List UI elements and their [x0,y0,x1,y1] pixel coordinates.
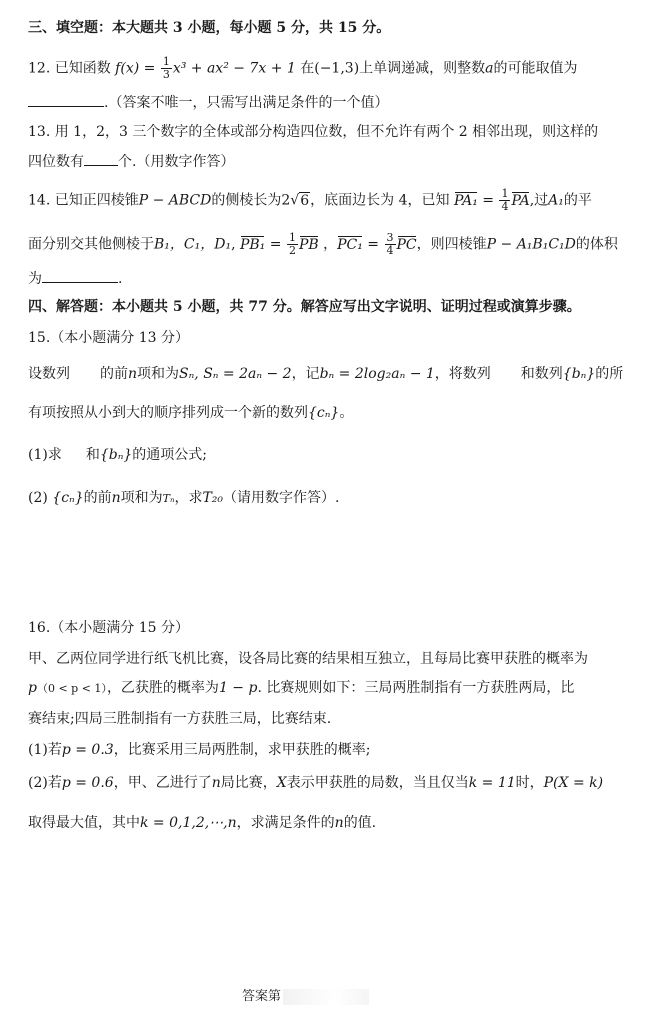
q14-eq2: = [265,236,286,253]
q15-p1a: (1)求 [28,447,62,463]
q15-sn: Sₙ, Sₙ = 2aₙ − 2 [179,366,292,382]
q15-p2-n: n [111,490,121,506]
q16-p2-n: n [211,775,221,791]
q16-p2-x: X [276,775,287,791]
q15-p1-set-b: {bₙ} [99,447,133,463]
q15-t20: T₂₀ [202,490,224,506]
q16-p: p [28,680,37,696]
q16-p2a: (2)若 [28,775,62,791]
q15-p2-set: {cₙ} [52,490,84,506]
q16-last-a: 取得最大值，其中 [28,815,140,831]
q12-expr: x³ + ax² − 7x + 1 [172,60,296,77]
q15-set-c: {cₙ} [308,405,340,421]
q16-p2-k: k = 11 [468,775,516,791]
q12-suffix: 的可能取值为 [493,60,578,77]
q14-solid: P − A₁B₁C₁D [486,236,576,253]
q15-l2b: 。 [339,405,354,421]
q15-part1 [28,445,207,465]
q12-line2 [28,92,388,113]
q14-vec-pa1: PA₁ [453,192,478,209]
q14-vec-pb: PB [298,236,319,253]
q12-fraction: $\frac{1}{3}$ [162,55,170,81]
q15-tn: Tₙ [162,492,175,505]
q15-p2c: 项和为 [120,490,163,506]
q15-set-b: {bₙ} [562,366,596,382]
q16-p2b: ，甲、乙进行了 [113,775,212,791]
q16-line2 [28,678,574,699]
q15-l1b: 的前 [100,366,128,382]
q12-number: 12. [28,60,51,77]
q14-line2: 面分别交其他侧棱于B₁，C₁，D₁, PB₁ = $\frac{1}{2}$ PB ，PC₁ = $\frac{3}{4}$ PC，则四棱锥P − A₁B₁C₁D的体积 [28,231,618,257]
q15-title: 15.（本小题满分 13 分） [28,330,189,346]
q14-line3a: 为 [28,271,42,287]
q12-var-a: a [485,60,494,77]
q16-p1-val: p = 0.3 [61,742,114,758]
q15-l1d: ，记 [291,366,320,382]
q14-fraction1: $\frac{1}{4}$ [501,187,509,213]
q14-pyramid: P − ABCD [138,192,212,209]
q15-l1f: 和数列 [520,366,563,382]
section4-heading: 四、解答题：本小题共 5 小题，共 77 分。解答应写出文字说明、证明过程或演算步骤。 [28,299,581,315]
q13-answer-blank [84,151,118,166]
q16-last-c: 的值. [343,815,377,831]
q15-p2b: 的前 [83,490,112,506]
section3-heading: 三、填空题：本大题共 3 小题，每小题 5 分，共 15 分。 [28,20,391,36]
q16-last-k: k = 0,1,2,⋯,n [140,815,237,831]
q15-p2d: ，求 [174,490,203,506]
q16-p1a: (1)若 [28,742,62,758]
q15-p1c: 的通项公式; [132,447,208,463]
q13-line2 [28,151,234,172]
q13-text2b: 个.（用数字作答） [118,154,235,170]
q14-vec-pa: PA [511,192,530,209]
q12-note: .（答案不唯一，只需写出满足条件的一个值） [104,95,389,111]
q14-fraction3: $\frac{3}{4}$ [386,231,394,257]
q16-l2b: . 比赛规则如下：三局两胜制指有一方获胜两局，比 [257,680,575,696]
q14-eq3: = [362,236,384,253]
footer-redaction [283,989,369,1005]
q14-fraction2: $\frac{1}{2}$ [288,231,296,257]
q14-a1: A₁ [548,192,564,209]
q12-prefix: 已知函数 [54,60,111,77]
q15-part2 [28,488,339,509]
q12-answer-blank [28,92,104,107]
q14-line2b: ，则四棱锥 [416,236,487,253]
q13-number: 13. [28,124,51,140]
q14-part2: 的侧棱长为 [211,192,282,209]
q16-p2-val: p = 0.6 [61,775,114,791]
q16-p2c: 局比赛， [220,775,277,791]
q14-part5: 的平 [563,192,592,209]
q14-line3 [28,268,122,289]
q15-l2a: 有项按照从小到大的顺序排列成一个新的数列 [28,405,308,421]
q16-p2d: 表示甲获胜的局数，当且仅当 [286,775,469,791]
q16-line1: 甲、乙两位同学进行纸飞机比赛，设各局比赛的结果相互独立，且每局比赛甲获胜的概率为 [28,651,588,667]
q13-line1 [28,122,598,142]
q13-text2a: 四位数有 [28,154,84,170]
q15-l1e: ，将数列 [434,366,491,382]
page-footer [242,985,369,1005]
q14-part3: ，底面边长为 4，已知 [310,192,450,209]
q16-last-n: n [334,815,344,831]
q14-eq1: = [477,192,499,209]
q14-vec-pb1: PB₁ [239,236,266,253]
q16-p2-pxk: P(X = k) [543,775,604,791]
q14-line3b: . [118,271,123,287]
q16-p2e: 时， [515,775,544,791]
q15-line1 [28,364,623,384]
q13-text1: 用 1，2，3 三个数字的全体或部分构造四位数，但不允许有两个 2 相邻出现，则这样的 [54,124,599,140]
q12-mid: 在(−1,3)上单调递减，则整数 [300,60,486,77]
q14-line2c: 的体积 [575,236,618,253]
q16-part1 [28,740,370,760]
q15-line2 [28,403,353,423]
q16-part2 [28,773,603,793]
q15-p1b: 和 [85,447,100,463]
q16-q: 1 − p [218,680,258,696]
q14-vec-pc1: PC₁ [337,236,363,253]
q16-l2a: ，乙获胜的概率为 [106,680,219,696]
q14-sep: ， [323,236,338,253]
q14-points: B₁，C₁，D₁ [154,236,232,253]
q12-line1 [28,56,578,81]
q14-part4: ,过 [529,192,549,209]
q15-bn: bₙ = 2log₂aₙ − 1 [319,366,435,382]
q16-line-last [28,813,376,833]
q15-p2a: (2) [28,490,48,506]
q15-l1c: 项和为 [137,366,180,382]
q14-edge: 2√6 [281,192,310,209]
q16-line3: 赛结束;四局三胜制指有一方获胜三局，比赛结束. [28,711,332,727]
q14-vec-pc: PC [396,236,417,253]
q15-p2e: （请用数字作答）. [223,490,340,506]
q16-p1b: ，比赛采用三局两胜制，求甲获胜的概率; [113,742,371,758]
q15-l1a: 设数列 [28,366,70,382]
q14-answer-blank [42,268,118,283]
q15-l1g: 的所 [595,366,624,382]
q14-line1 [28,188,592,213]
q16-last-b: ，求满足条件的 [236,815,335,831]
q15-n: n [128,366,138,382]
q16-cond: （0 < p < 1） [36,682,107,695]
q16-title: 16.（本小题满分 15 分） [28,620,189,636]
q12-func: f(x) = [115,60,160,77]
q14-number: 14. [28,192,51,209]
q14-part1: 已知正四棱锥 [54,192,139,209]
q14-line2a: 面分别交其他侧棱于 [28,236,154,253]
footer-text: 答案第 [242,989,282,1004]
